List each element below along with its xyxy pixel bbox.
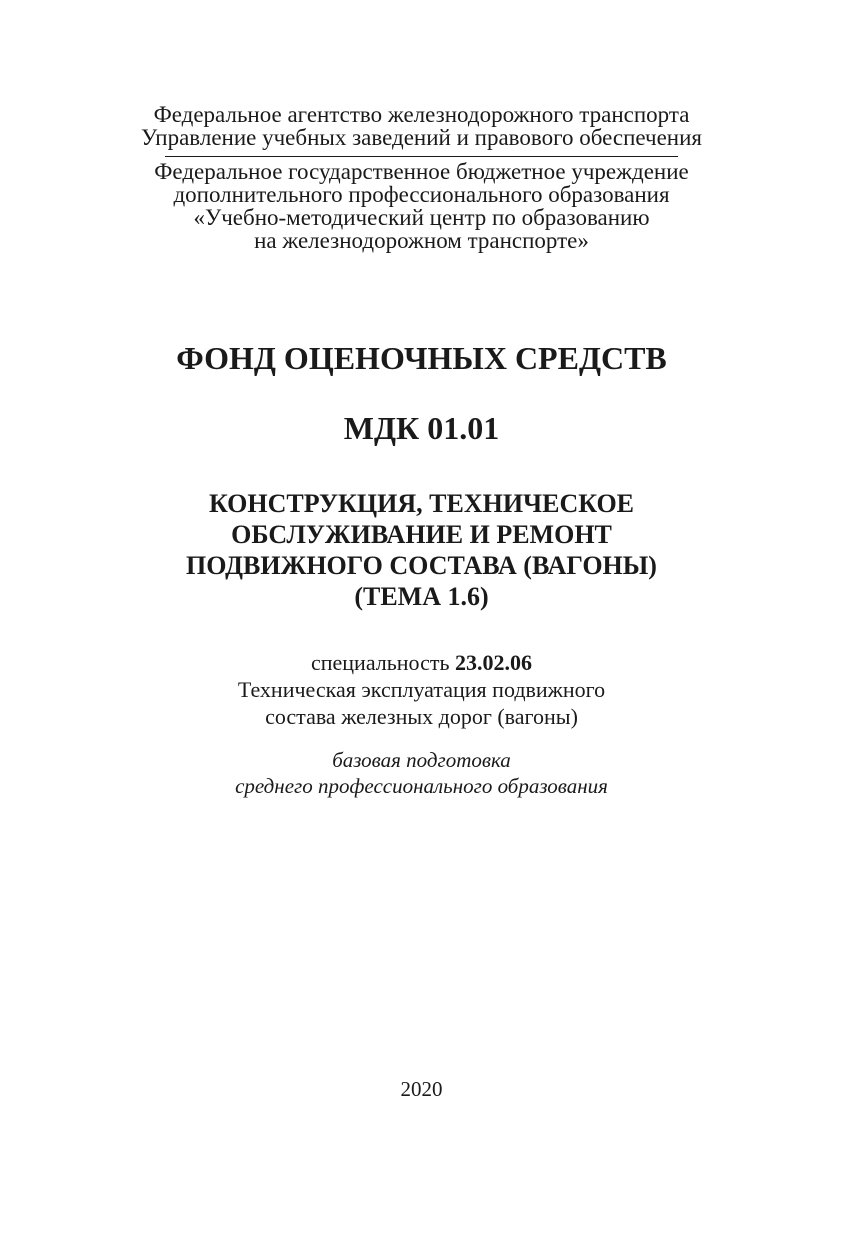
subject-line-1: КОНСТРУКЦИЯ, ТЕХНИЧЕСКОЕ	[208, 489, 635, 518]
document-title: ФОНД ОЦЕНОЧНЫХ СРЕДСТВ	[176, 340, 667, 376]
specialty-name-line-1: Техническая эксплуатация подвижного	[237, 677, 606, 702]
course-code: МДК 01.01	[343, 410, 500, 446]
subject-line-2: ОБСЛУЖИВАНИЕ И РЕМОНТ	[231, 520, 612, 549]
specialty-name-line-2: состава железных дорог (вагоны)	[265, 704, 578, 729]
header-divider	[165, 156, 678, 157]
training-level-line-2: среднего профессионального образования	[235, 774, 608, 798]
topic-number: (ТЕМА 1.6)	[354, 582, 489, 611]
department-name: Управление учебных заведений и правового обеспечения	[141, 125, 702, 150]
subject-line-3: ПОДВИЖНОГО СОСТАВА (ВАГОНЫ)	[186, 551, 657, 580]
institution-line-2: дополнительного профессионального образования	[173, 182, 670, 207]
specialty-label: специальность	[310, 650, 450, 675]
specialty-code: 23.02.06	[455, 650, 533, 675]
publication-year: 2020	[400, 1077, 443, 1101]
institution-line-3: «Учебно-методический центр по образованию	[193, 205, 650, 230]
institution-line-1: Федеральное государственное бюджетное учреждение	[154, 159, 689, 184]
specialty-line	[0, 650, 843, 676]
training-level-line-1: базовая подготовка	[332, 748, 511, 772]
agency-name: Федеральное агентство железнодорожного транспорта	[153, 102, 690, 127]
institution-line-4: на железнодорожном транспорте»	[254, 228, 589, 253]
